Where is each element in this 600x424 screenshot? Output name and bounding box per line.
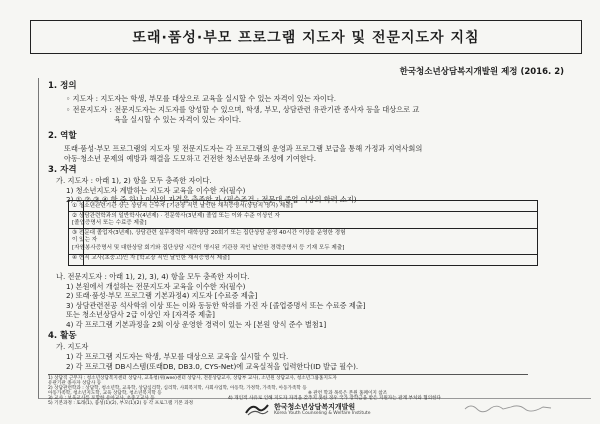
footnote-5: 5) 기본과정 : 또래(1), 품성(1)(2), 부모(1)(2) 등 각 프로그램 기본 과정	[48, 401, 194, 406]
section-3-heading: 3. 자격	[48, 165, 77, 175]
footnote-1-cont: 유관기관 종사자 상담사 등	[48, 381, 102, 386]
activity-leader-1: 1) 각 프로그램 지도자는 학생, 부모를 대상으로 교육을 실시할 수 있다.	[66, 352, 289, 361]
document-title: 또래·품성·부모 프로그램 지도자 및 전문지도자 지침	[30, 20, 582, 54]
qualification-leader: 가. 지도자 : 아래 1), 2) 항을 모두 충족한 자이다.	[56, 176, 212, 185]
qualification-leader-1: 1) 청소년지도자 계발하는 지도자 교육을 이수한 자(필수)	[66, 186, 246, 195]
qualification-leader-2: 2) ①,②,③,④ 항 중 하나 이상의 자격을 충족한 자 (필수조건 : 전문대 졸업 이상의 학력 소지)	[66, 195, 357, 204]
qual-item-3: ③ 전문대 졸업자(3년제), 상담관련 실무경력이 대학상담 20회기 또는 집단상담 운영 40시간 이상을 운영한 경험	[72, 230, 346, 236]
footer-org-name: 한국청소년상담복지개발원	[274, 403, 356, 411]
footnote-divider	[48, 374, 528, 375]
footnote-3: 3) 교사 : 보육교사를 포함한 유아교사, 초중고교사 등	[48, 396, 155, 401]
footer-org-name-en: Korea Youth Counseling & Welfare Institute	[274, 411, 371, 416]
qualification-expert-4: 4) 각 프로그램 기본과정을 2회 이상 운영한 경력이 있는 자 [본원 양식 준수 별첨1]	[66, 320, 327, 329]
definition-leader: ◦ 지도자 : 지도자는 학생, 부모를 대상으로 교육을 실시할 수 있는 자격이 있는 자이다.	[66, 94, 337, 103]
footnote-2-note: ※ 관련 학과 목록은 본원 홈페이지 참조	[308, 391, 388, 396]
role-line-2: 아동·청소년 문제의 예방과 해결을 도모하고 건전한 청소년문화 조성에 기여한다.	[64, 154, 316, 163]
qualification-expert-2: 2) 또래·품성·부모 프로그램 기본과정4) 지도자 [수료증 제출]	[66, 291, 258, 300]
activity-leader: 가. 지도자	[56, 342, 89, 351]
qualification-expert-1: 1) 본원에서 개설하는 전문지도자 교육을 이수한 자(필수)	[66, 282, 246, 291]
section-4-heading: 4. 활동	[48, 331, 77, 341]
definition-expert: ◦ 전문지도자 : 전문지도자는 지도자를 양성할 수 있으며, 학생, 부모, 상담관련 유관기관 종사자 등을 대상으로 교	[66, 105, 420, 114]
footnote-2: 2) 상담관련학과 : 상담학, 청소년학, 교육학, 상담심리학, 심리학, 사회복지학, 사회사업학, 아동학, 가정학, 가족학, 아동가족학 등	[48, 386, 307, 391]
qual-item-2-cont: [졸업증명서 또는 수료증 제출]	[72, 220, 147, 226]
qualification-expert-3-cont: 또는 청소년상담사 2급 이상인 자 [자격증 제출]	[66, 310, 215, 319]
footnote-4: 4) 개인적 사유로 인해 지도자 자격을 갖추지 못한 경우 국가 장학금을 받은 지원자는 관계 부처와 협의한다	[228, 396, 441, 401]
role-line-1: 또래·품성·부모 프로그램의 지도자 및 전문지도자는 각 프로그램의 운영과 프로그램 보급을 통해 가정과 지역사회의	[64, 144, 423, 153]
definition-expert-cont: 육을 실시할 수 있는 자격이 있는 자이다.	[114, 115, 242, 124]
institute-logo-icon	[244, 401, 270, 417]
document-page	[8, 8, 590, 420]
activity-leader-2: 2) 각 프로그램 DB시스템(또래DB, DB3.0, CYS-Net)에 교육실적을 입력한다(ID 발급 필수).	[66, 362, 359, 371]
section-2-heading: 2. 역할	[48, 131, 77, 141]
qualification-expert: 나. 전문지도자 : 아래 1), 2), 3), 4) 항을 모두 충족한 자이다.	[56, 272, 250, 281]
qualification-expert-3: 3) 상담관련전공 석사학위 이상 또는 이와 동등한 학위를 가진 자 [졸업증명서 또는 수료증 제출]	[66, 301, 366, 310]
qual-item-2: ② 상담관련학과의 일반학사(4년제) · 전문학사(3년제) 졸업 또는 이와 수준 이상인 자	[72, 213, 280, 219]
qual-item-3-cont: 이 있는 자	[72, 237, 98, 243]
qual-item-1: ① 청소년관련기관 상근 상담직 근무자 [기관장 직인 날인한 재직증명서(상담직 명시) 제출]	[72, 203, 293, 209]
qual-item-4: ④ 현직 교사(초중고)인 자 [학교장 직인 날인한 재직증명서 제출]	[72, 255, 230, 261]
section-1-heading: 1. 정의	[48, 81, 77, 91]
footnote-2-cont: 아동가족학, 청소년지도학, 교육 상담학, 청소년복지학 등	[48, 391, 162, 396]
enactment-note: 한국청소년상담복지개발원 제정 (2016. 2)	[399, 67, 564, 77]
footnote-1: 1) 상담직 근무자 : 청소년상담복지센터 상담사, 교육청(위(wee)센터 상담사, 전문상담교사, 상담부 교사), 소년원 상담교사, 청소년그룹홈지도자	[48, 376, 337, 381]
handwritten-signature-icon	[463, 400, 553, 414]
qual-item-3-note: [자원봉사증명서 및 대한상담 회기와 집단상담 시간이 명시된 기관장 직인 날인한 경력증명서 등 기재 모두 제출]	[72, 245, 345, 251]
